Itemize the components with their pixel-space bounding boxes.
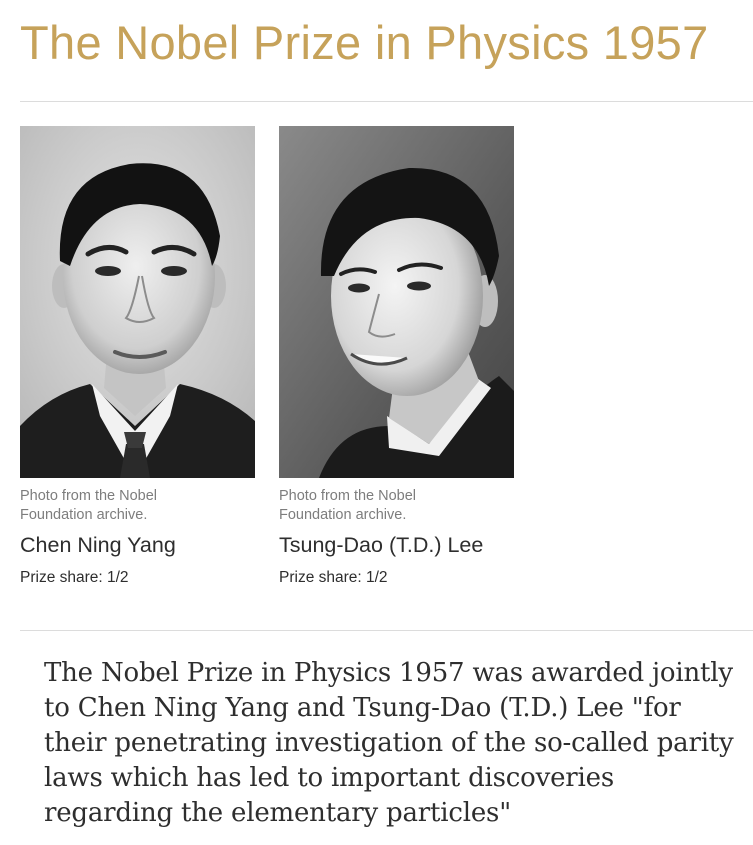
bottom-divider bbox=[20, 630, 753, 631]
laureate-portrait-lee[interactable] bbox=[279, 126, 514, 478]
laureate-portrait-yang[interactable] bbox=[20, 126, 255, 478]
laureate-card-yang bbox=[20, 126, 260, 588]
laureate-name[interactable]: Chen Ning Yang bbox=[20, 533, 176, 557]
photo-caption: Photo from the Nobel Foundation archive. bbox=[20, 488, 158, 523]
prize-share: Prize share: 1/2 bbox=[279, 569, 388, 586]
laureate-card-lee bbox=[279, 126, 519, 588]
laureate-name[interactable]: Tsung-Dao (T.D.) Lee bbox=[279, 533, 484, 557]
prize-motivation: The Nobel Prize in Physics 1957 was awarded jointly to Chen Ning Yang and Tsung-Dao (T.D.) Lee "for their penetrating investigation of the so-called parity laws which has led to important discoveries regarding the elementary particles" bbox=[44, 658, 734, 828]
page-title: The Nobel Prize in Physics 1957 bbox=[20, 16, 709, 69]
prize-share: Prize share: 1/2 bbox=[20, 569, 129, 586]
photo-caption: Photo from the Nobel Foundation archive. bbox=[279, 488, 417, 523]
top-divider bbox=[20, 101, 753, 102]
